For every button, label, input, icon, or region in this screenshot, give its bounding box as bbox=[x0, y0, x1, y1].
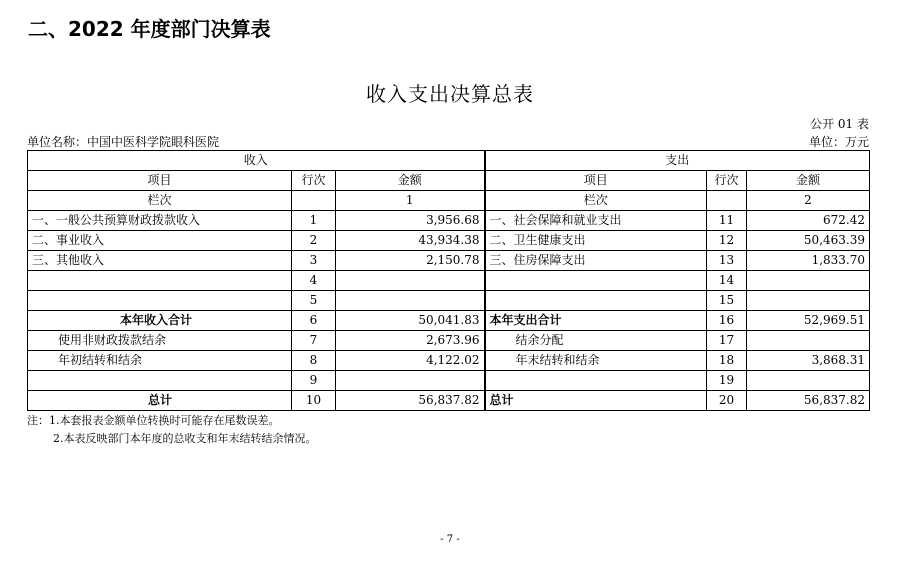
income-amount-cell: 56,837.82 bbox=[336, 391, 485, 411]
income-item-cell: 本年收入合计 bbox=[28, 311, 292, 331]
income-rowno-cell: 4 bbox=[292, 271, 336, 291]
notes bbox=[27, 412, 317, 448]
expense-rowno-cell: 20 bbox=[707, 391, 747, 411]
table-row bbox=[28, 231, 870, 251]
income-item-cell bbox=[28, 291, 292, 311]
income-rowno-cell: 8 bbox=[292, 351, 336, 371]
section-heading: 二、2022 年度部门决算表 bbox=[28, 17, 271, 41]
income-amount-cell: 2,150.78 bbox=[336, 251, 485, 271]
income-rowno-cell: 9 bbox=[292, 371, 336, 391]
expense-col-index: 2 bbox=[747, 191, 870, 211]
table-row bbox=[28, 311, 870, 331]
income-amount-cell: 3,956.68 bbox=[336, 211, 485, 231]
expense-item-header: 项目 bbox=[485, 171, 707, 191]
income-item-cell bbox=[28, 271, 292, 291]
expense-amount-cell bbox=[747, 371, 870, 391]
income-item-cell bbox=[28, 371, 292, 391]
income-rowno-header: 行次 bbox=[292, 171, 336, 191]
income-rowno-cell: 6 bbox=[292, 311, 336, 331]
income-rowno-cell: 7 bbox=[292, 331, 336, 351]
income-amount-cell: 4,122.02 bbox=[336, 351, 485, 371]
expense-item-cell bbox=[485, 271, 707, 291]
income-item-cell: 使用非财政拨款结余 bbox=[28, 331, 292, 351]
note-2: 2.本表反映部门本年度的总收支和年末结转结余情况。 bbox=[53, 432, 317, 445]
expense-col-label: 栏次 bbox=[485, 191, 707, 211]
table-row bbox=[28, 211, 870, 231]
income-item-header: 项目 bbox=[28, 171, 292, 191]
expense-item-cell: 总计 bbox=[485, 391, 707, 411]
income-col-label: 栏次 bbox=[28, 191, 292, 211]
expense-rowno-cell: 11 bbox=[707, 211, 747, 231]
expense-item-cell: 本年支出合计 bbox=[485, 311, 707, 331]
expense-col-blank bbox=[707, 191, 747, 211]
expense-item-cell: 二、卫生健康支出 bbox=[485, 231, 707, 251]
income-amount-cell bbox=[336, 371, 485, 391]
expense-amount-cell: 672.42 bbox=[747, 211, 870, 231]
expense-amount-cell: 52,969.51 bbox=[747, 311, 870, 331]
expense-amount-cell: 56,837.82 bbox=[747, 391, 870, 411]
table-row bbox=[28, 351, 870, 371]
expense-item-cell: 结余分配 bbox=[485, 331, 707, 351]
header-row-col-index bbox=[28, 191, 870, 211]
expense-rowno-cell: 17 bbox=[707, 331, 747, 351]
expense-rowno-cell: 19 bbox=[707, 371, 747, 391]
income-header: 收入 bbox=[28, 151, 485, 171]
income-amount-header: 金额 bbox=[336, 171, 485, 191]
income-rowno-cell: 2 bbox=[292, 231, 336, 251]
org-info-row bbox=[27, 134, 869, 150]
expense-item-cell bbox=[485, 371, 707, 391]
table-row bbox=[28, 371, 870, 391]
expense-rowno-cell: 12 bbox=[707, 231, 747, 251]
expense-amount-cell: 50,463.39 bbox=[747, 231, 870, 251]
expense-amount-cell: 3,868.31 bbox=[747, 351, 870, 371]
unit-name: 单位名称：中国中医科学院眼科医院 bbox=[27, 135, 220, 149]
table-row bbox=[28, 391, 870, 411]
form-code: 公开 01 表 bbox=[810, 117, 869, 131]
expense-rowno-header: 行次 bbox=[707, 171, 747, 191]
income-amount-cell bbox=[336, 291, 485, 311]
expense-item-cell bbox=[485, 291, 707, 311]
expense-rowno-cell: 18 bbox=[707, 351, 747, 371]
expense-item-cell: 三、住房保障支出 bbox=[485, 251, 707, 271]
income-expense-table bbox=[27, 150, 870, 411]
income-item-cell: 一、一般公共预算财政拨款收入 bbox=[28, 211, 292, 231]
income-amount-cell: 50,041.83 bbox=[336, 311, 485, 331]
table-row bbox=[28, 331, 870, 351]
income-col-index: 1 bbox=[336, 191, 485, 211]
expense-rowno-cell: 13 bbox=[707, 251, 747, 271]
income-col-blank bbox=[292, 191, 336, 211]
income-amount-cell: 43,934.38 bbox=[336, 231, 485, 251]
page-number: - 7 - bbox=[440, 534, 460, 545]
document-title: 收入支出决算总表 bbox=[366, 82, 534, 106]
expense-amount-cell bbox=[747, 331, 870, 351]
expense-rowno-cell: 14 bbox=[707, 271, 747, 291]
header-row-columns bbox=[28, 171, 870, 191]
expense-amount-header: 金额 bbox=[747, 171, 870, 191]
income-item-cell: 二、事业收入 bbox=[28, 231, 292, 251]
money-unit: 单位：万元 bbox=[808, 135, 869, 149]
income-item-cell: 年初结转和结余 bbox=[28, 351, 292, 371]
expense-item-cell: 一、社会保障和就业支出 bbox=[485, 211, 707, 231]
expense-amount-cell: 1,833.70 bbox=[747, 251, 870, 271]
income-rowno-cell: 3 bbox=[292, 251, 336, 271]
expense-rowno-cell: 15 bbox=[707, 291, 747, 311]
expense-amount-cell bbox=[747, 271, 870, 291]
income-amount-cell bbox=[336, 271, 485, 291]
table-row bbox=[28, 291, 870, 311]
income-item-cell: 总计 bbox=[28, 391, 292, 411]
income-rowno-cell: 5 bbox=[292, 291, 336, 311]
expense-amount-cell bbox=[747, 291, 870, 311]
income-rowno-cell: 1 bbox=[292, 211, 336, 231]
income-item-cell: 三、其他收入 bbox=[28, 251, 292, 271]
income-rowno-cell: 10 bbox=[292, 391, 336, 411]
expense-header: 支出 bbox=[485, 151, 870, 171]
table-row bbox=[28, 251, 870, 271]
expense-rowno-cell: 16 bbox=[707, 311, 747, 331]
note-1: 注：1.本套报表金额单位转换时可能存在尾数误差。 bbox=[27, 414, 280, 427]
income-amount-cell: 2,673.96 bbox=[336, 331, 485, 351]
header-row-sides bbox=[28, 151, 870, 171]
expense-item-cell: 年末结转和结余 bbox=[485, 351, 707, 371]
table-row bbox=[28, 271, 870, 291]
